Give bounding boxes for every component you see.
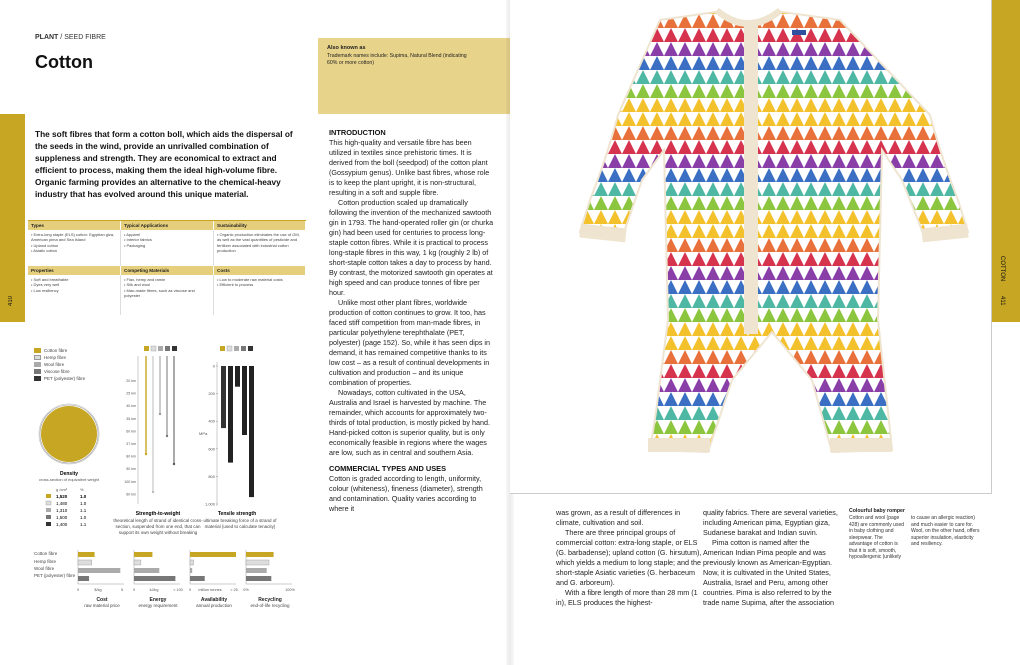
energy-title: Energy (149, 597, 167, 603)
article-paragraph: quality fabrics. There are several varieties, including American pima, Egyptian giza, Sudanese barakat and Indian suvin. (703, 508, 838, 537)
caption-text: Cotton and wool (page 428) are commonly used in baby clothing and sleepwear. The advantage of cotton is that it is soft, smooth, hypoallergenic (unlikely (849, 515, 905, 560)
density-subtitle: cross-section of equivalent weight (38, 477, 100, 482)
table-cell-sustainability (214, 230, 306, 266)
density-col-header: g /cm³ (56, 487, 68, 492)
bottom-chart-titles (74, 597, 299, 609)
list-item: • Organic production eliminates the use of GM, as well as the vast quantities of pesticide and fertilizer associated with industrial cotton production (217, 232, 303, 254)
tensile-unit: MPa (199, 431, 208, 436)
table-header-row-1 (28, 221, 306, 230)
list-item: • Soft and breathable (31, 277, 117, 282)
right-tab-label: COTTON (999, 256, 1005, 282)
list-item: • Upland cotton (31, 243, 117, 248)
energy-subtitle: energy requirement (138, 603, 178, 608)
recycling-mini-chart (243, 550, 295, 592)
legend-swatch-icon (34, 362, 41, 367)
cost-subtitle: raw material price (84, 603, 120, 608)
legend-label: PET (polyester) fibre (44, 375, 86, 381)
subcategory-label: SEED FIBRE (64, 34, 106, 41)
romper-placket (744, 24, 758, 334)
stw-tick-label: 37 km (126, 442, 136, 446)
properties-table (28, 220, 306, 315)
tensile-tick-label: 200 (208, 391, 215, 397)
swatch-icon (46, 501, 51, 505)
table-cell-costs (214, 275, 306, 315)
recycling-bar (246, 552, 274, 557)
stw-ticks (124, 379, 136, 496)
romper-illustration (510, 0, 992, 494)
energy-mini-chart (133, 550, 183, 592)
stw-marker-icon (152, 491, 154, 493)
swatch-icon (248, 346, 253, 351)
list-item: • Extra-long staple (ELS) cotton: Egyptian giza, American pima and Sea Island (31, 232, 117, 243)
availability-bar (190, 568, 192, 573)
article-paragraph: Cotton production scaled up dramatically following the invention of the mechanized sawtooth gin in 1793. The hand-operated roller gin (or churka gin) had been used for centuries to process long-staple cotton fibres. While it is practical to process long-staple fibres in this way, 1 kg (roughly 2 lb) of short-staple cotton takes a day to process by hand. By contrast, the motorized sawtooth gin operates at high speed and can produce tonnes of fibre per hour. (329, 198, 494, 297)
list-item: • Man-made fibres, such as viscose and polyester (124, 288, 210, 299)
list-item: • Efficient to process (217, 282, 303, 287)
list-item: • Packaging (124, 243, 210, 248)
legend-item (34, 368, 85, 375)
energy-bar (134, 552, 152, 557)
swatch-icon (151, 346, 156, 351)
article-column-2 (556, 508, 704, 608)
breadcrumb-separator: / (58, 34, 65, 41)
aka-title: Also known as (327, 45, 366, 51)
density-value: 1,310 (56, 508, 68, 513)
left-edge-band (0, 114, 25, 322)
energy-tick-label: 0 (132, 588, 136, 592)
swatch-icon (172, 346, 177, 351)
article-paragraph: This high-quality and versatile fibre has been utilized in textiles since prehistoric times. It is derived from the boll (seedpod) of the cotton plant (Gossypium genus). Unlike bast fibres, whose role is to keep the plant upright, it is non-structural, resulting in a soft and supple fibre. (329, 138, 490, 197)
stw-tick-label: 80 km (126, 454, 136, 459)
legend-item (34, 354, 85, 361)
availability-bar (190, 552, 236, 557)
swatch-icon (220, 346, 225, 351)
list-item: • Low to moderate raw material costs (217, 277, 303, 282)
article-paragraph: was grown, as a result of differences in climate, cultivation and soil. (556, 508, 681, 527)
swatch-icon (144, 346, 149, 351)
right-page-number: 411 (999, 296, 1005, 306)
tensile-tick-label: 800 (208, 473, 215, 479)
table-header-applications: Typical Applications (121, 221, 214, 230)
swatch-icon (165, 346, 170, 351)
bottom-label: Wool fibre (34, 566, 55, 571)
density-ratio: 1.1 (80, 522, 87, 527)
tensile-bars (221, 366, 254, 497)
chart-legend (34, 347, 85, 382)
breadcrumb (35, 34, 106, 41)
tensile-tick-label: 600 (208, 446, 215, 452)
stw-bars (145, 356, 175, 493)
availability-mini-chart (189, 550, 238, 592)
tensile-bar (235, 366, 240, 387)
page-title: Cotton (35, 52, 93, 72)
legend-swatch-icon (34, 369, 41, 374)
stw-tick-label: 100 km (124, 479, 136, 484)
tensile-bar (221, 366, 226, 428)
density-title: Density (59, 471, 79, 477)
romper-cuff-leg-right (830, 438, 892, 452)
article-paragraph: Pima cotton is named after the American Indian Pima people and was previously known as American-Egyptian. Now, it is cultivated in the United States, Australia, Israel and Peru, among other countries. Pima is also referred to by the trade name Supima, after the association (703, 538, 835, 607)
category-label: PLANT (35, 34, 59, 41)
recycling-tick-label: 100% (285, 588, 295, 592)
swatch-icon (46, 494, 51, 498)
cost-caption (74, 597, 130, 609)
legend-label: Cotton fibre (44, 347, 68, 353)
stw-marker-icon (173, 463, 175, 465)
legend-swatch-icon (34, 348, 41, 353)
right-edge-band (992, 0, 1020, 322)
energy-caption (130, 597, 186, 609)
cost-tick-label: 0 (76, 588, 80, 592)
availability-title: Availability (200, 597, 228, 603)
stw-subtitle: theoretical length of strand of identical cross-section, suspended from one end, that can support its own weight without breaking (113, 518, 203, 535)
legend-item (34, 375, 85, 382)
table-cell-properties (28, 275, 121, 315)
legend-swatch-icon (34, 376, 41, 381)
tensile-tick-label: 400 (208, 418, 215, 424)
density-ratio: 1.0 (80, 515, 87, 520)
stw-tick-label: 60 km (126, 429, 136, 434)
table-header-costs: Costs (214, 266, 306, 275)
swatch-icon (234, 346, 239, 351)
list-item: • Low resiliency (31, 288, 117, 293)
article-paragraph: Unlike most other plant fibres, worldwide production of cotton continues to grow. It too, has faced stiff competition from man-made fibres, in particular polyethylene terephthalate (PET, polyester) (page 152). So, while it has seen dips in demand, it has remained competitive thanks to its low cost – as a result of continual developments in cultivation and production – and its unique combination of properties. (329, 298, 491, 387)
availability-bar (190, 576, 205, 581)
bottom-label: Hemp fibre (34, 559, 57, 564)
table-cell-types (28, 230, 121, 266)
tensile-bar (228, 366, 233, 463)
stw-tick-label: 25 km (126, 391, 136, 396)
table-header-properties: Properties (28, 266, 121, 275)
tensile-subtitle: ultimate breaking force of a strand of material (used to calculate tenacity) (203, 518, 277, 529)
caption-title: Colourful baby romper (849, 508, 905, 514)
list-item: • Interior fabrics (124, 237, 210, 242)
legend-swatch-icon (34, 355, 41, 360)
list-item: • Flax, hemp and ramie (124, 277, 210, 282)
legend-label: Viscose fibre (44, 368, 70, 374)
romper-body (580, 12, 968, 452)
energy-bar (134, 576, 175, 581)
stw-tick-label: 40 km (126, 404, 136, 409)
availability-bar (190, 560, 194, 565)
recycling-bar (246, 560, 269, 565)
cost-bar (78, 576, 89, 581)
legend-label: Wool fibre (44, 361, 65, 367)
swatch-icon (46, 522, 51, 526)
cost-tick-label: $/kg (94, 588, 102, 592)
density-chart (34, 398, 114, 528)
article-paragraph: There are three principal groups of commercial cotton: extra-long staple, or ELS (G. barbadense); upland cotton (G. hirsutum), which yields a medium to long staple; and the short-staple Asiatic varieties (G. herbaceum and G. arboreum). (556, 528, 702, 587)
strength-to-weight-chart (108, 344, 208, 544)
table-cell-competing (121, 275, 214, 315)
density-ratio: 1.1 (80, 508, 87, 513)
recycling-bar (246, 568, 267, 573)
section-heading-commercial-types: COMMERCIAL TYPES AND USES (329, 464, 447, 473)
article-column-3 (703, 508, 841, 608)
availability-tick-label: > 25 (230, 588, 238, 592)
stw-title: Strength-to-weight (135, 511, 181, 517)
stw-marker-icon (166, 435, 168, 437)
tensile-bar (249, 366, 254, 497)
recycling-caption (242, 597, 298, 609)
table-header-row-2 (28, 266, 306, 275)
section-heading-introduction: INTRODUCTION (329, 128, 386, 137)
energy-bar (134, 568, 159, 573)
recycling-bar (246, 576, 271, 581)
table-row-2 (28, 275, 306, 315)
density-value: 1,480 (56, 501, 68, 506)
swatch-icon (158, 346, 163, 351)
stw-marker-icon (159, 413, 161, 415)
cost-title: Cost (96, 597, 108, 603)
article-column-1 (329, 128, 494, 514)
list-item: • Dyes very well (31, 282, 117, 287)
availability-caption (186, 597, 242, 609)
table-cell-applications (121, 230, 214, 266)
density-value: 1,520 (56, 494, 68, 499)
intro-paragraph: The soft fibres that form a cotton boll, which aids the dispersal of the seeds in the wind, provide an unrivalled combination of suppleness and strength. They are economical to extract and efficient to process, making them the ideal high-volume fibre. Organic farming provides an alternative to the chemical-heavy industry that has evolved around this unique material. (35, 129, 293, 199)
tensile-title: Tensile strength (217, 511, 257, 517)
recycling-title: Recycling (258, 597, 282, 603)
density-rows (46, 494, 87, 527)
cost-tick-label: 5 (120, 588, 124, 592)
swatch-icon (46, 515, 51, 519)
cost-bar (78, 560, 92, 565)
table-header-sustainability: Sustainability (214, 221, 306, 230)
cost-bar (78, 568, 120, 573)
swatch-icon (46, 508, 51, 512)
article-paragraph: Nowadays, cotton cultivated in the USA, Australia and Israel is harvested by machine. The remainder, which accounts for approximately two-thirds of total production, is mostly picked by hand. Hand-picked cotton is superior quality, but is only economically feasible in regions where the wages are low, such as in central and southern Asia. (329, 388, 491, 457)
legend-item (34, 347, 85, 354)
recycling-subtitle: end-of-life recycling (250, 603, 290, 608)
table-header-types: Types (28, 221, 121, 230)
legend-label: Hemp fibre (44, 354, 67, 360)
legend-item (34, 361, 85, 368)
bottom-label: PET (polyester) fibre (34, 573, 76, 578)
density-value: 1,400 (56, 522, 68, 527)
density-ratio: 1.0 (80, 501, 87, 506)
table-header-competing: Competing Materials (121, 266, 214, 275)
caption-text-continued: to cause an allergic reaction) and much easier to care for. Wool, on the other hand, offers superior insulation, elasticity and resiliency. (911, 515, 980, 547)
energy-bar (134, 560, 141, 565)
bottom-label: Cotton fibre (34, 551, 58, 556)
romper-label-tag (792, 30, 806, 35)
list-item: • Apparel (124, 232, 210, 237)
also-known-as-box (318, 38, 510, 114)
aka-text: Trademark names include: Supima, Natural Blend (indicating 60% or more cotton) (327, 53, 467, 66)
romper-cuff-leg-left (648, 438, 710, 452)
energy-tick-label: > 100 (173, 588, 183, 592)
cost-mini-chart (77, 550, 124, 592)
photo-frame (510, 0, 992, 494)
swatch-icon (241, 346, 246, 351)
stw-tick-label: 60 km (126, 492, 136, 497)
recycling-tick-label: 0% (243, 588, 249, 592)
list-item: • Silk and wool (124, 282, 210, 287)
stw-marker-icon (145, 453, 147, 455)
cost-bar (78, 552, 95, 557)
photo-caption (849, 508, 907, 561)
energy-tick-label: kJ/kg (149, 588, 159, 592)
availability-subtitle: annual production (196, 603, 232, 608)
list-item: • Asiatic cotton (31, 248, 117, 253)
tensile-strength-chart (195, 344, 290, 544)
bottom-chart-labels (34, 551, 75, 580)
article-paragraph: Cotton is graded according to length, uniformity, colour (whiteness), fineness (diameter), strength and contamination. Quality varies according to where it (329, 474, 483, 513)
stw-tick-label: 35 km (126, 416, 136, 421)
stw-tick-label: 50 km (126, 467, 136, 472)
density-ratio: 1.0 (80, 494, 87, 499)
article-paragraph: With a fibre length of more than 28 mm (1 in), ELS produces the highest- (556, 588, 698, 607)
swatch-icon (227, 346, 232, 351)
availability-tick-label: million tonnes (198, 588, 222, 592)
tensile-tick-label: 0 (212, 363, 215, 369)
left-page-number: 410 (8, 296, 14, 307)
density-circle-icon (41, 406, 97, 462)
availability-tick-label: 0 (188, 588, 192, 592)
density-col-header: % (80, 487, 84, 492)
stw-tick-label: 20 km (126, 379, 136, 383)
density-value: 1,500 (56, 515, 68, 520)
table-row-1 (28, 230, 306, 266)
tensile-bar (242, 366, 247, 435)
tensile-tick-label: 1,000 (204, 501, 215, 507)
